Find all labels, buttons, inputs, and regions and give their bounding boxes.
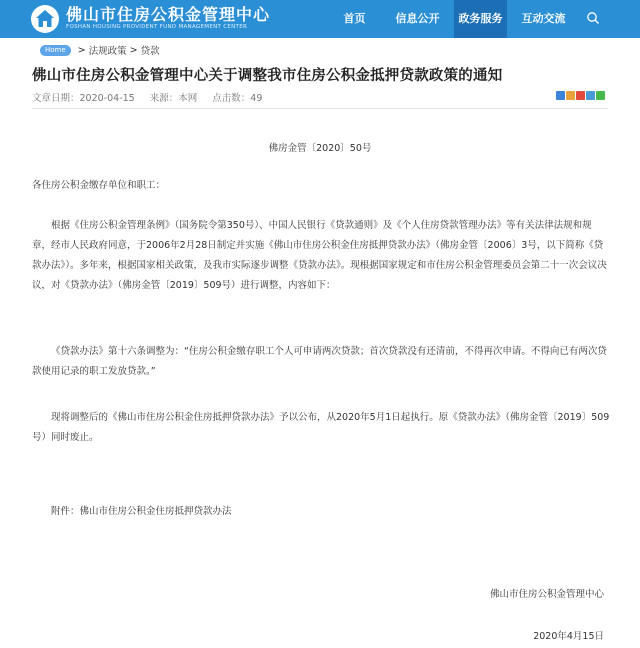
article-date: 文章日期：2020-04-15: [32, 93, 135, 104]
share-wechat-icon[interactable]: [596, 91, 605, 100]
signer: 佛山市住房公积金管理中心: [489, 589, 604, 600]
article-meta: [32, 90, 274, 104]
breadcrumb-separator: >: [77, 44, 86, 56]
site-subtitle: FOSHAN HOUSING PROVIDENT FUND MANAGEMENT CENTER: [66, 24, 248, 30]
share-bar: [556, 91, 606, 100]
breadcrumb-regulations[interactable]: 法规政策: [88, 46, 127, 57]
share-weibo-icon[interactable]: [576, 91, 585, 100]
nav-home[interactable]: 首页: [343, 12, 366, 25]
article-title: 佛山市住房公积金管理中心关于调整我市住房公积金抵押贷款政策的通知: [32, 68, 503, 84]
body-paragraph-1: 根据《住房公积金管理条例》（国务院令第350号）、中国人民银行《贷款通则》及《个人住房贷款管理办法》等有关法律法规和规章，经市人民政府同意，于2006年2月28日制定并实施《佛山市住房公积金住房抵押贷款办法》（佛房金管〔2006〕3号，以下简称《贷款办法》）。多年来，根据国家相关政策，及我市实际逐步调整《贷款办法》。现根据国家规定和市住房公积金管理委员会第二十一次会议决议，对《贷款办法》（佛房金管〔2019〕509号）进行调整，内容如下：: [32, 220, 607, 291]
nav-info-disclosure[interactable]: 信息公开: [395, 12, 440, 25]
salutation: 各住房公积金缴存单位和职工：: [32, 180, 166, 191]
nav-government-services[interactable]: 政务服务: [454, 0, 507, 38]
article-source: 来源：本网: [149, 93, 198, 104]
body-paragraph-2: 《贷款办法》第十六条调整为：“住房公积金缴存职工个人可申请两次贷款；首次贷款没有还清前，不得再次申请。不得向已有两次贷款使用记录的职工发放贷款。”: [32, 346, 607, 377]
title-divider: [32, 108, 608, 109]
search-icon[interactable]: [586, 11, 600, 25]
share-plus-icon[interactable]: [556, 91, 565, 100]
breadcrumb-separator: >: [129, 44, 138, 56]
article-clicks: 点击数：49: [212, 93, 263, 104]
nav-interaction[interactable]: 互动交流: [521, 12, 566, 25]
sign-date: 2020年4月15日: [533, 631, 604, 642]
house-logo-icon[interactable]: [30, 4, 60, 34]
site-title[interactable]: 佛山市住房公积金管理中心: [66, 5, 271, 24]
main-nav: [328, 0, 580, 38]
breadcrumb: [40, 43, 160, 57]
document-number: 佛房金管〔2020〕50号: [268, 143, 372, 154]
body-paragraph-3: 现将调整后的《佛山市住房公积金住房抵押贷款办法》予以公布，从2020年5月1日起执行。原《贷款办法》（佛房金管〔2019〕509号）同时废止。: [32, 412, 610, 443]
breadcrumb-home[interactable]: Home: [40, 45, 71, 56]
share-tencent-icon[interactable]: [586, 91, 595, 100]
site-header: [0, 0, 640, 38]
share-qzone-icon[interactable]: [566, 91, 575, 100]
attachment-line[interactable]: 附件：佛山市住房公积金住房抵押贷款办法: [51, 506, 232, 517]
breadcrumb-loans[interactable]: 贷款: [140, 46, 160, 57]
